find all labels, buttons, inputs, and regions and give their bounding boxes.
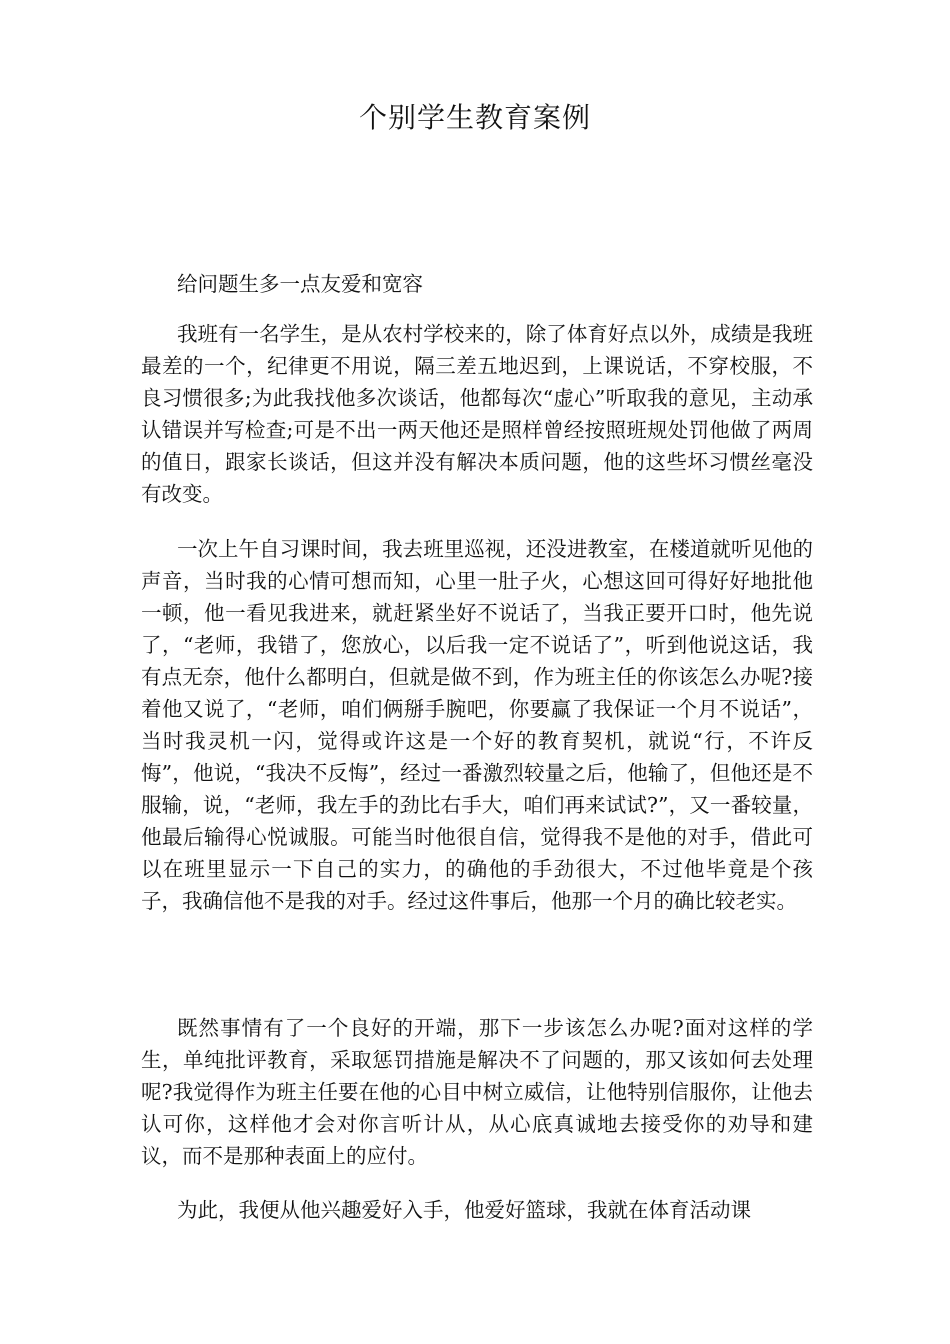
document-subtitle: 给问题生多一点友爱和宽容 [177,272,423,296]
paragraph-3: 既然事情有了一个良好的开端，那下一步该怎么办呢?面对这样的学生，单纯批评教育，采取惩罚措施是解决不了问题的，那又该如何去处理呢?我觉得作为班主任要在他的心目中树立威信，让他特别信服你，让他去认可你，这样他才会对你言听计从，从心底真诚地去接受你的劝导和建议，而不是那种表面上的应付。 [141,1016,813,1168]
document-title: 个别学生教育案例 [358,101,591,134]
paragraph-1: 我班有一名学生，是从农村学校来的，除了体育好点以外，成绩是我班最差的一个，纪律更不用说，隔三差五地迟到，上课说话，不穿校服，不良习惯很多;为此我找他多次谈话，他都每次“虚心”听取我的意见，主动承认错误并写检查;可是不出一两天他还是照样曾经按照班规处罚他做了两周的值日，跟家长谈话，但这并没有解决本质问题，他的这些坏习惯丝毫没有改变。 [141,322,813,506]
paragraph-2: 一次上午自习课时间，我去班里巡视，还没进教室，在楼道就听见他的声音，当时我的心情可想而知，心里一肚子火，心想这回可得好好地批他一顿，他一看见我进来，就赶紧坐好不说话了，当我正要开口时，他先说了，“老师，我错了，您放心，以后我一定不说话了”，听到他说这话，我有点无奈，他什么都明白，但就是做不到，作为班主任的你该怎么办呢?接着他又说了，“老师，咱们俩掰手腕吧，你要赢了我保证一个月不说话”，当时我灵机一闪，觉得或许这是一个好的教育契机，就说“行，不许反悔”，他说，“我决不反悔”，经过一番激烈较量之后，他输了，但他还是不服输，说，“老师，我左手的劲比右手大，咱们再来试试?”，又一番较量，他最后输得心悦诚服。可能当时他很自信，觉得我不是他的对手，借此可以在班里显示一下自己的实力，的确他的手劲很大，不过他毕竟是个孩子，我确信他不是我的对手。经过这件事后，他那一个月的确比较老实。 [141,537,813,913]
paragraph-4: 为此，我便从他兴趣爱好入手，他爱好篮球，我就在体育活动课 [177,1198,751,1222]
